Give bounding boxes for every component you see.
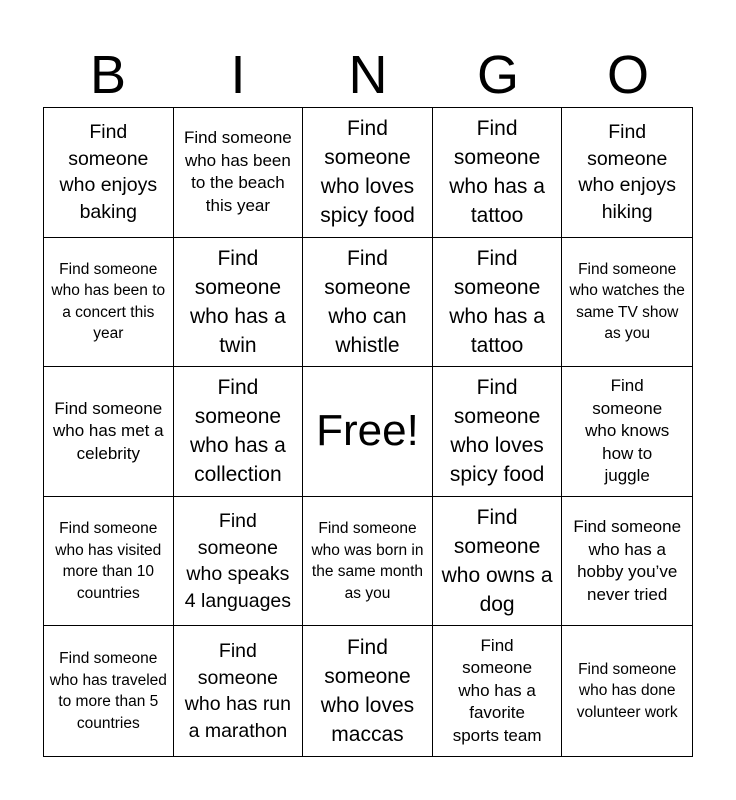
- bingo-cell[interactable]: [433, 367, 563, 497]
- bingo-cell[interactable]: [174, 497, 304, 627]
- cell-text: Find someone who loves spicy food: [320, 117, 415, 228]
- cell-text: Find someone who has been to a concert this year: [51, 260, 166, 343]
- cell-text: Find someone who has been to the beach this year: [184, 128, 292, 215]
- bingo-cell[interactable]: [562, 497, 692, 627]
- bingo-cell[interactable]: [174, 367, 304, 497]
- cell-text: Find someone who has run a marathon: [184, 640, 291, 742]
- header-letter-g: G: [476, 45, 519, 105]
- cell-text: Find someone who has a favorite sports team: [452, 635, 542, 745]
- bingo-cell[interactable]: [44, 108, 174, 238]
- cell-text: Find someone who has a tattoo: [449, 117, 545, 228]
- bingo-cell[interactable]: [44, 626, 174, 756]
- header-letter-i: I: [230, 45, 246, 105]
- free-label: Free!: [316, 406, 419, 456]
- cell-text: Find someone who has a hobby you’ve never tried: [573, 517, 682, 604]
- cell-text: Find someone who enjoys baking: [59, 121, 158, 223]
- cell-text: Find someone who owns a dog: [441, 506, 553, 617]
- cell-text: Find someone who enjoys hiking: [578, 121, 676, 223]
- cell-text: Find someone who has a twin: [190, 246, 286, 357]
- cell-text: Find someone who was born in the same month as you: [311, 520, 424, 602]
- free-cell[interactable]: [303, 367, 433, 497]
- cell-text: Find someone who has a tattoo: [449, 246, 545, 357]
- bingo-cell[interactable]: [433, 497, 563, 627]
- bingo-grid: [43, 107, 693, 757]
- cell-text: Find someone who has met a celebrity: [53, 398, 164, 463]
- bingo-cell[interactable]: [44, 497, 174, 627]
- bingo-cell[interactable]: [433, 108, 563, 238]
- bingo-cell[interactable]: [44, 238, 174, 368]
- cell-text: Find someone who has a collection: [190, 376, 286, 487]
- header-letter-n: N: [348, 45, 388, 105]
- cell-text: Find someone who knows how to juggle: [585, 376, 670, 486]
- header-letter-o: O: [606, 45, 649, 105]
- bingo-cell[interactable]: [174, 108, 304, 238]
- bingo-cell[interactable]: [433, 626, 563, 756]
- cell-text: Find someone who speaks 4 languages: [184, 510, 292, 612]
- cell-text: Find someone who loves spicy food: [449, 376, 545, 487]
- bingo-cell[interactable]: [303, 238, 433, 368]
- bingo-header: [43, 44, 693, 106]
- bingo-cell[interactable]: [562, 238, 692, 368]
- bingo-cell[interactable]: [562, 626, 692, 756]
- cell-text: Find someone who loves maccas: [320, 636, 415, 747]
- cell-text: Find someone who has traveled to more than 5 countries: [49, 650, 167, 732]
- cell-text: Find someone who can whistle: [324, 246, 411, 357]
- bingo-cell[interactable]: [303, 626, 433, 756]
- cell-text: Find someone who has visited more than 10 countries: [55, 520, 162, 602]
- bingo-cell[interactable]: [303, 497, 433, 627]
- cell-text: Find someone who has done volunteer work: [576, 660, 678, 721]
- bingo-cell[interactable]: [303, 108, 433, 238]
- bingo-cell[interactable]: [562, 367, 692, 497]
- bingo-cell[interactable]: [433, 238, 563, 368]
- header-letter-b: B: [89, 45, 127, 105]
- bingo-cell[interactable]: [44, 367, 174, 497]
- bingo-cell[interactable]: [562, 108, 692, 238]
- bingo-cell[interactable]: [174, 238, 304, 368]
- cell-text: Find someone who watches the same TV show as you: [569, 260, 685, 343]
- bingo-cell[interactable]: [174, 626, 304, 756]
